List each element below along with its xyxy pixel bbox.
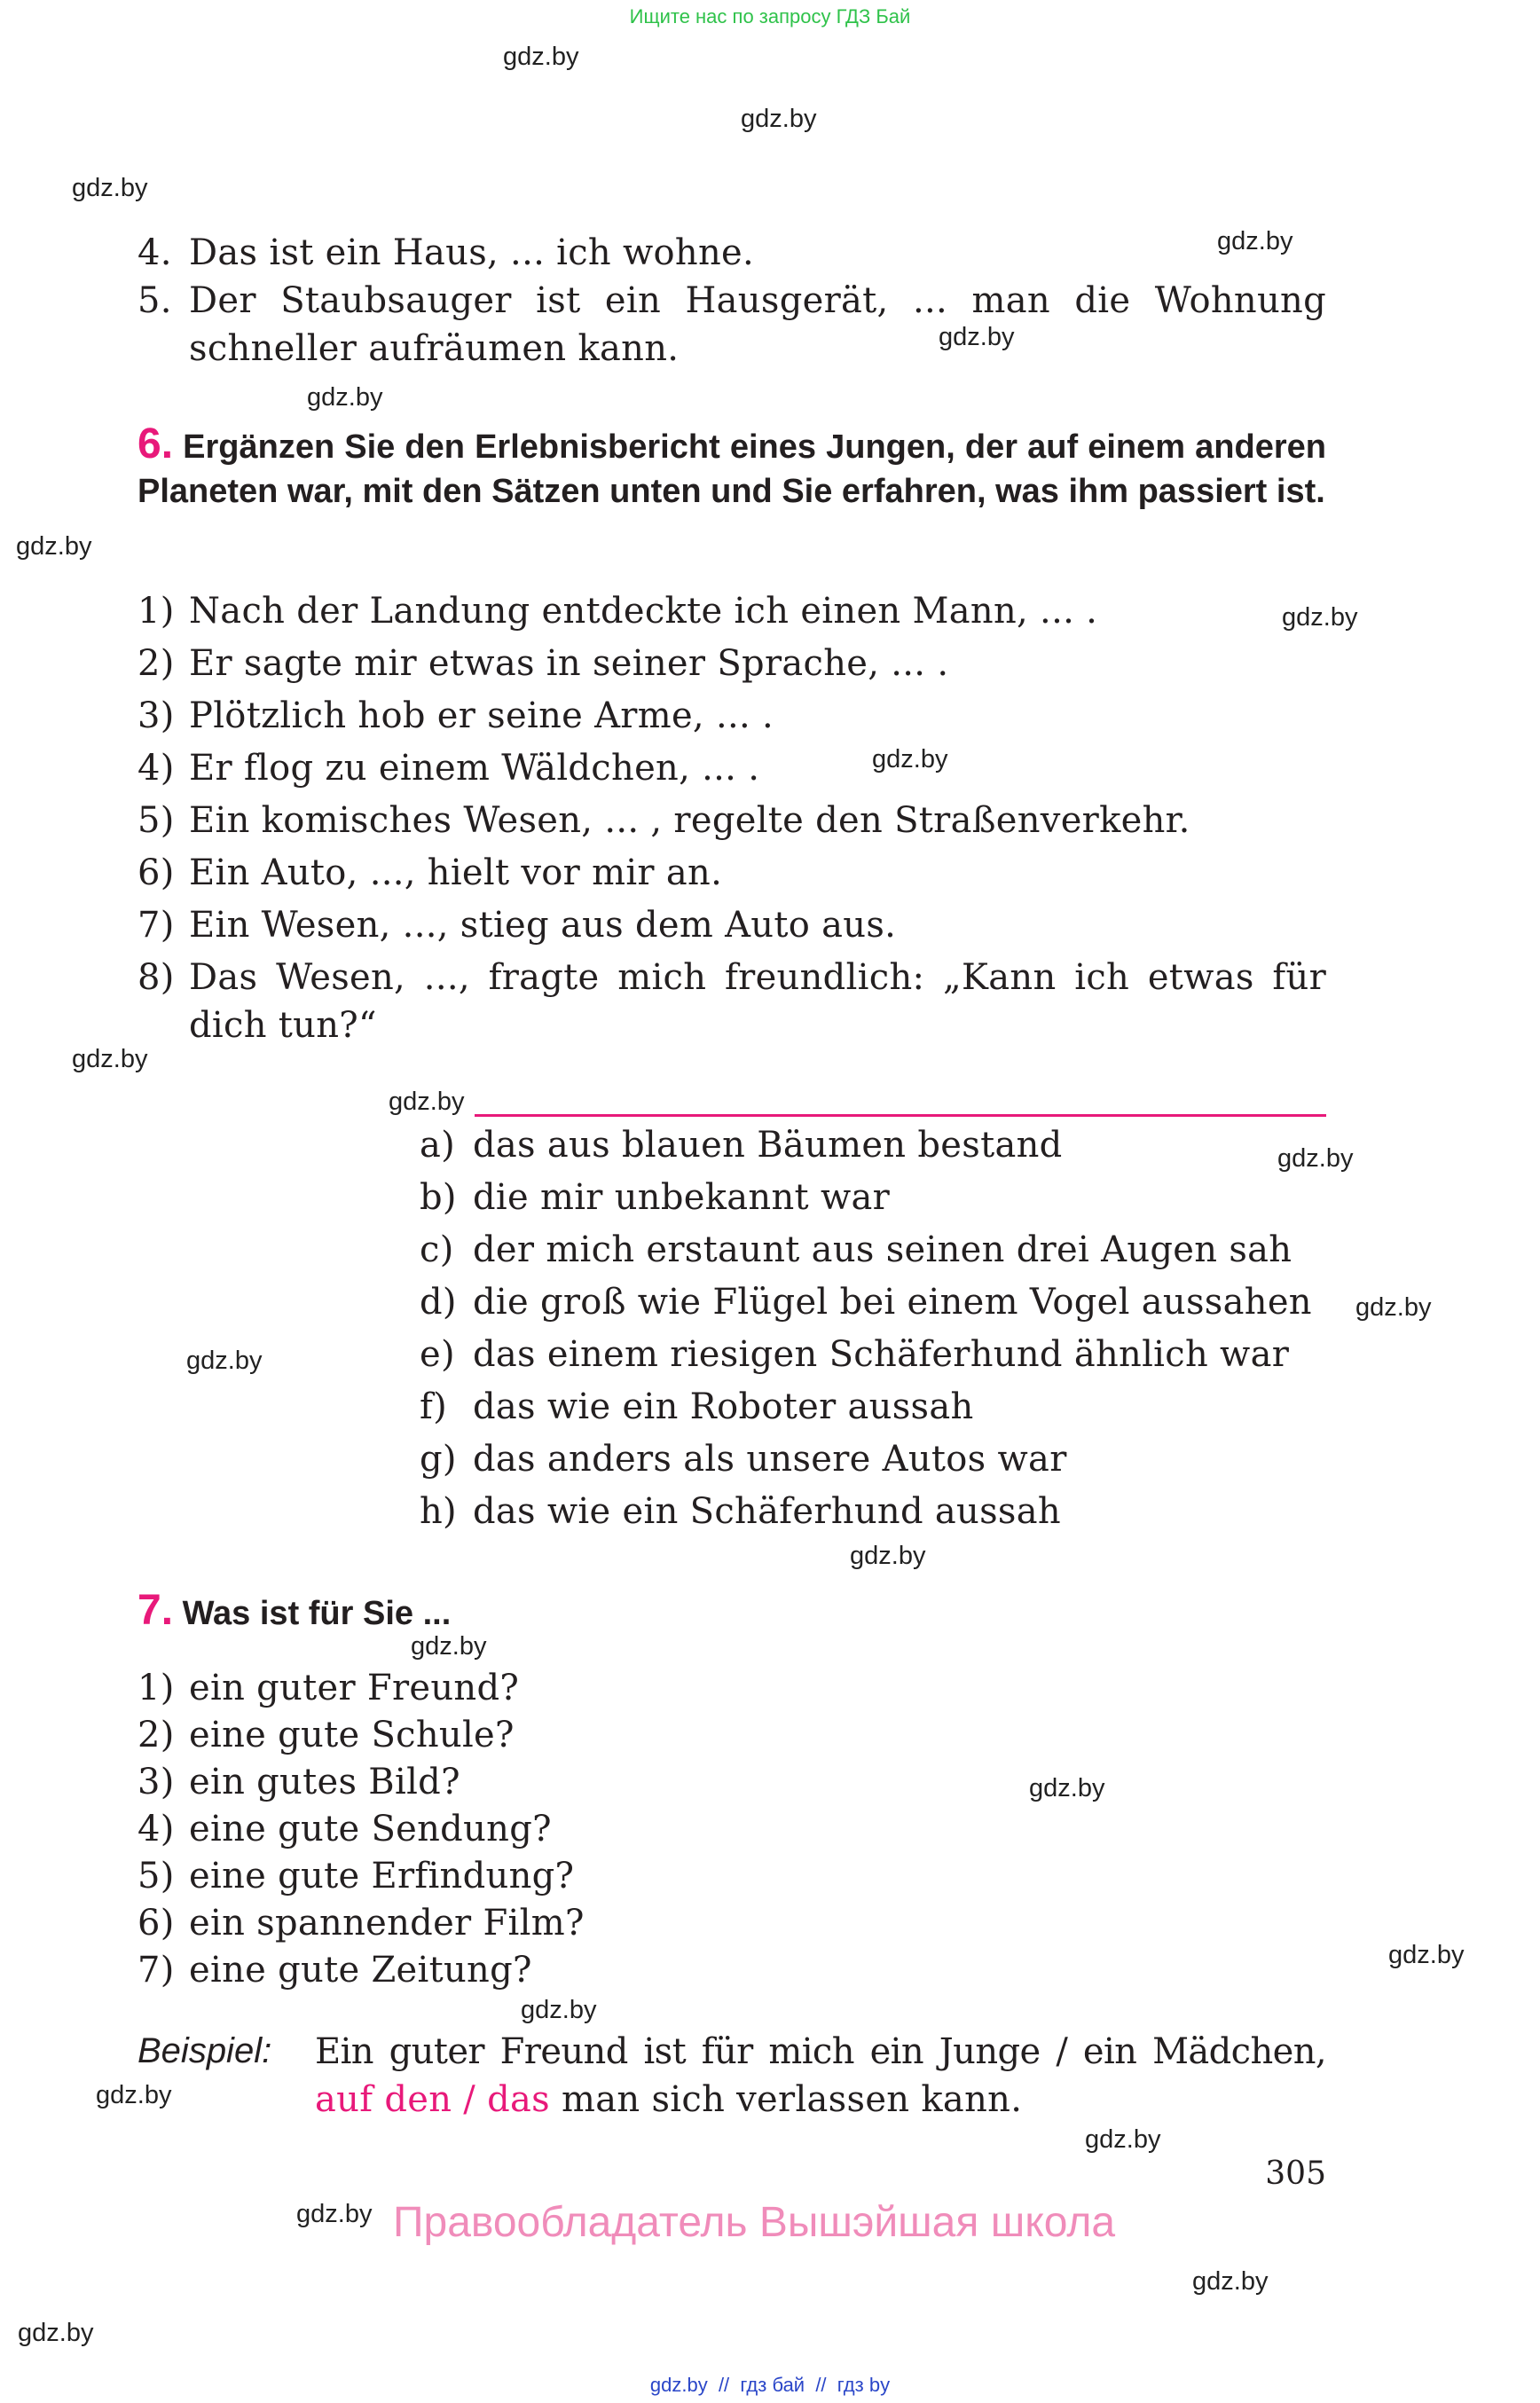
watermark: gdz.by bbox=[296, 2200, 373, 2228]
example-text-line1: Ein guter Freund ist für mich ein Junge / ein Mädchen, bbox=[315, 2031, 1326, 2072]
task-7-number: 7. bbox=[138, 1587, 174, 1634]
watermark: gdz.by bbox=[1277, 1144, 1354, 1173]
sentence-item: 7) Ein Wesen, ..., stieg aus dem Auto aus. bbox=[138, 905, 897, 946]
list-item-number: 5. bbox=[138, 280, 172, 321]
task-6-number: 6. bbox=[138, 420, 174, 467]
task-6-instruction: 6. Ergänzen Sie den Erlebnisbericht eines Jungen, der auf einem anderen Planeten war, mit den Sätzen unten und Sie erfahren, was ihm passiert ist. bbox=[138, 420, 1326, 510]
sentence-item: 5) Ein komisches Wesen, ... , regelte den Straßenverkehr. bbox=[138, 800, 1190, 841]
watermark: gdz.by bbox=[18, 2319, 94, 2347]
option-item: e) das einem riesigen Schäferhund ähnlich war bbox=[420, 1334, 1290, 1375]
example-highlight: auf den bbox=[315, 2079, 452, 2120]
watermark: gdz.by bbox=[411, 1632, 487, 1661]
header-search-note: Ищите нас по запросу ГДЗ Бай bbox=[629, 5, 911, 27]
watermark: gdz.by bbox=[521, 1996, 597, 2024]
watermark: gdz.by bbox=[1192, 2267, 1269, 2296]
option-item: g) das anders als unsere Autos war bbox=[420, 1439, 1067, 1480]
watermark: gdz.by bbox=[16, 532, 92, 561]
watermark: gdz.by bbox=[503, 43, 579, 71]
sentence-item: 4) Er flog zu einem Wäldchen, ... . bbox=[138, 748, 760, 789]
example-label: Beispiel: bbox=[138, 2031, 272, 2070]
option-item: c) der mich erstaunt aus seinen drei Augen sah bbox=[420, 1229, 1292, 1270]
watermark: gdz.by bbox=[72, 1045, 148, 1073]
list-item-text-continued: schneller aufräumen kann. bbox=[189, 328, 680, 369]
sentence-item: 6) Ein Auto, ..., hielt vor mir an. bbox=[138, 852, 723, 893]
watermark: gdz.by bbox=[939, 323, 1015, 351]
sentence-item-text: Das Wesen, ..., fragte mich freundlich: „Kann ich etwas für bbox=[189, 957, 1326, 998]
footer-links[interactable]: gdz.by // гдз бай // гдз by bbox=[649, 2374, 891, 2396]
watermark: gdz.by bbox=[389, 1088, 465, 1116]
option-item: d) die groß wie Flügel bei einem Vogel aussahen bbox=[420, 1282, 1312, 1323]
watermark: gdz.by bbox=[1388, 1941, 1465, 1969]
watermark: gdz.by bbox=[96, 2081, 172, 2109]
question-item: 2) eine gute Schule? bbox=[138, 1715, 515, 1755]
sentence-item: 2) Er sagte mir etwas in seiner Sprache, ... . bbox=[138, 643, 949, 684]
question-item: 5) eine gute Erfindung? bbox=[138, 1856, 575, 1896]
sentence-item: 1) Nach der Landung entdeckte ich einen Mann, ... . bbox=[138, 591, 1098, 632]
sentence-item: 3) Plötzlich hob er seine Arme, ... . bbox=[138, 695, 774, 736]
option-item: f) das wie ein Roboter aussah bbox=[420, 1386, 974, 1427]
watermark: gdz.by bbox=[186, 1347, 263, 1375]
watermark: gdz.by bbox=[1217, 227, 1293, 255]
task-7-instruction: 7. Was ist für Sie ... bbox=[138, 1587, 452, 1634]
watermark: gdz.by bbox=[1029, 1774, 1105, 1802]
watermark: gdz.by bbox=[850, 1542, 926, 1570]
question-item: 7) eine gute Zeitung? bbox=[138, 1950, 532, 1991]
sentence-item-text-continued: dich tun?“ bbox=[189, 1005, 377, 1046]
list-item-text: Der Staubsauger ist ein Hausgerät, ... man die Wohnung bbox=[189, 280, 1326, 321]
example-highlight: das bbox=[487, 2079, 550, 2120]
question-item: 1) ein guter Freund? bbox=[138, 1668, 520, 1708]
watermark: gdz.by bbox=[1355, 1293, 1432, 1322]
section-divider bbox=[475, 1114, 1326, 1117]
option-item: h) das wie ein Schäferhund aussah bbox=[420, 1491, 1061, 1532]
watermark: gdz.by bbox=[307, 383, 383, 412]
question-item: 3) ein gutes Bild? bbox=[138, 1762, 460, 1802]
watermark: gdz.by bbox=[872, 745, 948, 774]
watermark: gdz.by bbox=[1282, 603, 1358, 632]
option-item: a) das aus blauen Bäumen bestand bbox=[420, 1125, 1063, 1166]
question-item: 4) eine gute Sendung? bbox=[138, 1809, 552, 1849]
option-item: b) die mir unbekannt war bbox=[420, 1177, 891, 1218]
copyright-notice: Правообладатель Вышэйшая школа bbox=[393, 2199, 1116, 2246]
watermark: gdz.by bbox=[1085, 2125, 1161, 2154]
page-number: 305 bbox=[1265, 2156, 1326, 2192]
question-item: 6) ein spannender Film? bbox=[138, 1903, 585, 1944]
watermark: gdz.by bbox=[72, 174, 148, 202]
list-item: 4. Das ist ein Haus, ... ich wohne. bbox=[138, 232, 755, 273]
example-text-line2: auf den / das man sich verlassen kann. bbox=[315, 2079, 1023, 2120]
sentence-item-number: 8) bbox=[138, 957, 175, 998]
watermark: gdz.by bbox=[741, 105, 817, 133]
